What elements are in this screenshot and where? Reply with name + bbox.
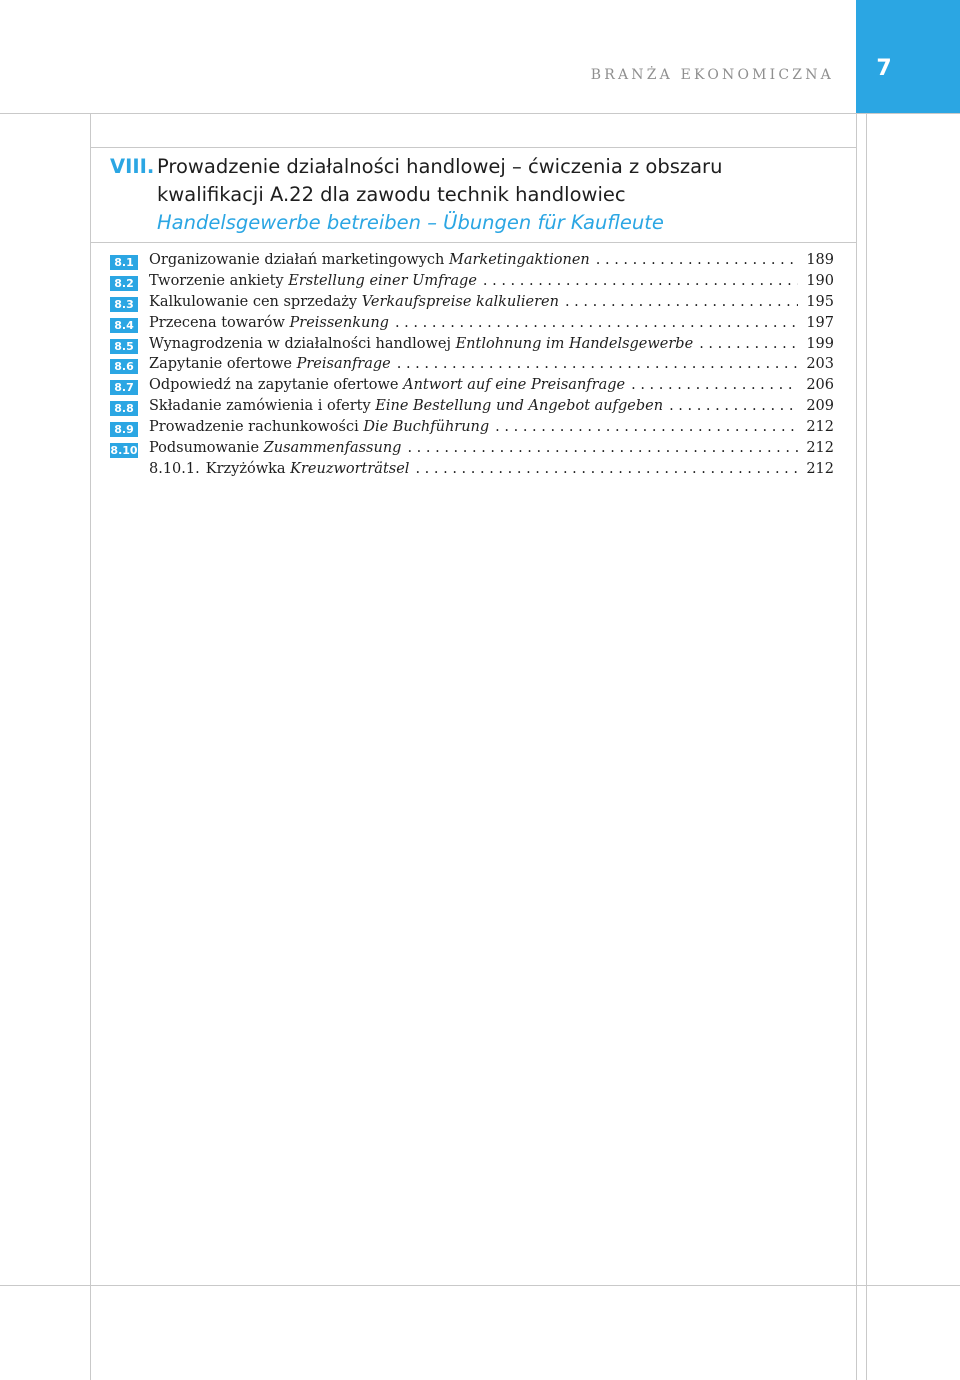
entry-page: 189 bbox=[806, 252, 834, 268]
dot-leader bbox=[415, 461, 798, 477]
chapter-title-pl-line1: Prowadzenie działalności handlowej – ćwiczenia z obszaru bbox=[157, 155, 723, 178]
entry-page: 203 bbox=[806, 356, 834, 373]
toc-entry[interactable] bbox=[110, 440, 834, 461]
entry-title-de: Zusammenfassung bbox=[263, 440, 402, 457]
entry-title-de: Die Buchführung bbox=[363, 419, 490, 436]
entry-title-pl: Organizowanie działań marketingowych bbox=[149, 252, 445, 268]
page-number: 7 bbox=[876, 56, 892, 81]
entry-title-de: Kreuzworträtsel bbox=[290, 460, 410, 477]
section-number-badge: 8.5 bbox=[110, 339, 138, 354]
table-of-contents bbox=[110, 252, 834, 482]
toc-entry[interactable] bbox=[110, 398, 834, 419]
chapter-title-pl-line2: kwalifikacji A.22 dla zawodu technik handlowiec bbox=[157, 183, 626, 206]
entry-title-de: Verkaufspreise kalkulieren bbox=[361, 293, 559, 310]
section-top-rule bbox=[90, 147, 857, 148]
dot-leader bbox=[669, 398, 798, 414]
toc-entry[interactable] bbox=[110, 294, 834, 315]
entry-title-pl: Tworzenie ankiety bbox=[149, 272, 284, 289]
section-number-badge: 8.6 bbox=[110, 359, 138, 374]
toc-entry[interactable] bbox=[110, 377, 834, 398]
entry-title-pl: Zapytanie ofertowe bbox=[149, 356, 292, 373]
chapter-heading bbox=[110, 153, 830, 237]
section-number-badge: 8.10 bbox=[110, 444, 138, 458]
running-header: BRANŻA EKONOMICZNA bbox=[590, 67, 834, 83]
entry-title-de: Eine Bestellung und Angebot aufgeben bbox=[375, 398, 664, 415]
entry-title-pl: Składanie zamówienia i oferty bbox=[149, 398, 371, 415]
dot-leader bbox=[565, 294, 798, 310]
dot-leader bbox=[395, 315, 798, 331]
entry-title-pl: Krzyżówka bbox=[205, 460, 286, 477]
chapter-heading-rule bbox=[90, 242, 857, 243]
toc-entry[interactable] bbox=[110, 273, 834, 294]
entry-title-pl: Podsumowanie bbox=[149, 440, 260, 457]
left-margin-rule bbox=[90, 113, 91, 1380]
section-number-badge: 8.9 bbox=[110, 422, 138, 437]
entry-page: 197 bbox=[806, 314, 834, 331]
dot-leader bbox=[699, 336, 798, 352]
section-number-badge: 8.2 bbox=[110, 276, 138, 291]
dot-leader bbox=[495, 419, 798, 435]
entry-title-pl: Odpowiedź na zapytanie ofertowe bbox=[149, 377, 399, 394]
toc-entry[interactable] bbox=[110, 252, 834, 273]
entry-title-de: Entlohnung im Handelsgewerbe bbox=[455, 335, 694, 352]
entry-page: 212 bbox=[806, 440, 834, 457]
toc-subentry[interactable] bbox=[110, 461, 834, 482]
entry-title-de: Erstellung einer Umfrage bbox=[288, 272, 477, 289]
subsection-number: 8.10.1. bbox=[149, 460, 200, 477]
right-margin-rule bbox=[856, 113, 857, 1380]
entry-page: 199 bbox=[806, 335, 834, 352]
footer-rule bbox=[0, 1285, 960, 1286]
chapter-number: VIII. bbox=[110, 155, 155, 178]
entry-title-pl: Prowadzenie rachunkowości bbox=[149, 419, 359, 436]
entry-page: 206 bbox=[806, 377, 834, 394]
section-number-badge: 8.7 bbox=[110, 380, 138, 395]
section-number-badge: 8.3 bbox=[110, 297, 138, 312]
dot-leader bbox=[483, 273, 798, 289]
entry-title-pl: Wynagrodzenia w działalności handlowej bbox=[149, 335, 451, 352]
dot-leader bbox=[631, 377, 798, 393]
chapter-title-de: Handelsgewerbe betreiben – Übungen für Kaufleute bbox=[157, 211, 664, 234]
entry-title-pl: Przecena towarów bbox=[149, 314, 285, 331]
entry-page: 195 bbox=[806, 293, 834, 310]
toc-entry[interactable] bbox=[110, 356, 834, 377]
entry-page: 212 bbox=[806, 419, 834, 436]
toc-entry[interactable] bbox=[110, 419, 834, 440]
entry-title-de: Marketingaktionen bbox=[449, 252, 590, 268]
section-number-badge: 8.4 bbox=[110, 318, 138, 333]
section-number-badge: 8.8 bbox=[110, 401, 138, 416]
dot-leader bbox=[596, 252, 798, 268]
entry-title-pl: Kalkulowanie cen sprzedaży bbox=[149, 293, 358, 310]
toc-entry[interactable] bbox=[110, 336, 834, 357]
entry-page: 212 bbox=[806, 460, 834, 477]
right-margin-rule-outer bbox=[866, 113, 867, 1380]
entry-title-de: Antwort auf eine Preisanfrage bbox=[403, 377, 626, 394]
entry-title-de: Preisanfrage bbox=[296, 356, 391, 373]
entry-title-de: Preissenkung bbox=[289, 314, 389, 331]
toc-entry[interactable] bbox=[110, 315, 834, 336]
section-number-badge: 8.1 bbox=[110, 255, 138, 270]
dot-leader bbox=[407, 440, 798, 456]
header-rule bbox=[0, 113, 960, 114]
entry-page: 209 bbox=[806, 398, 834, 415]
dot-leader bbox=[397, 356, 798, 372]
entry-page: 190 bbox=[806, 272, 834, 289]
